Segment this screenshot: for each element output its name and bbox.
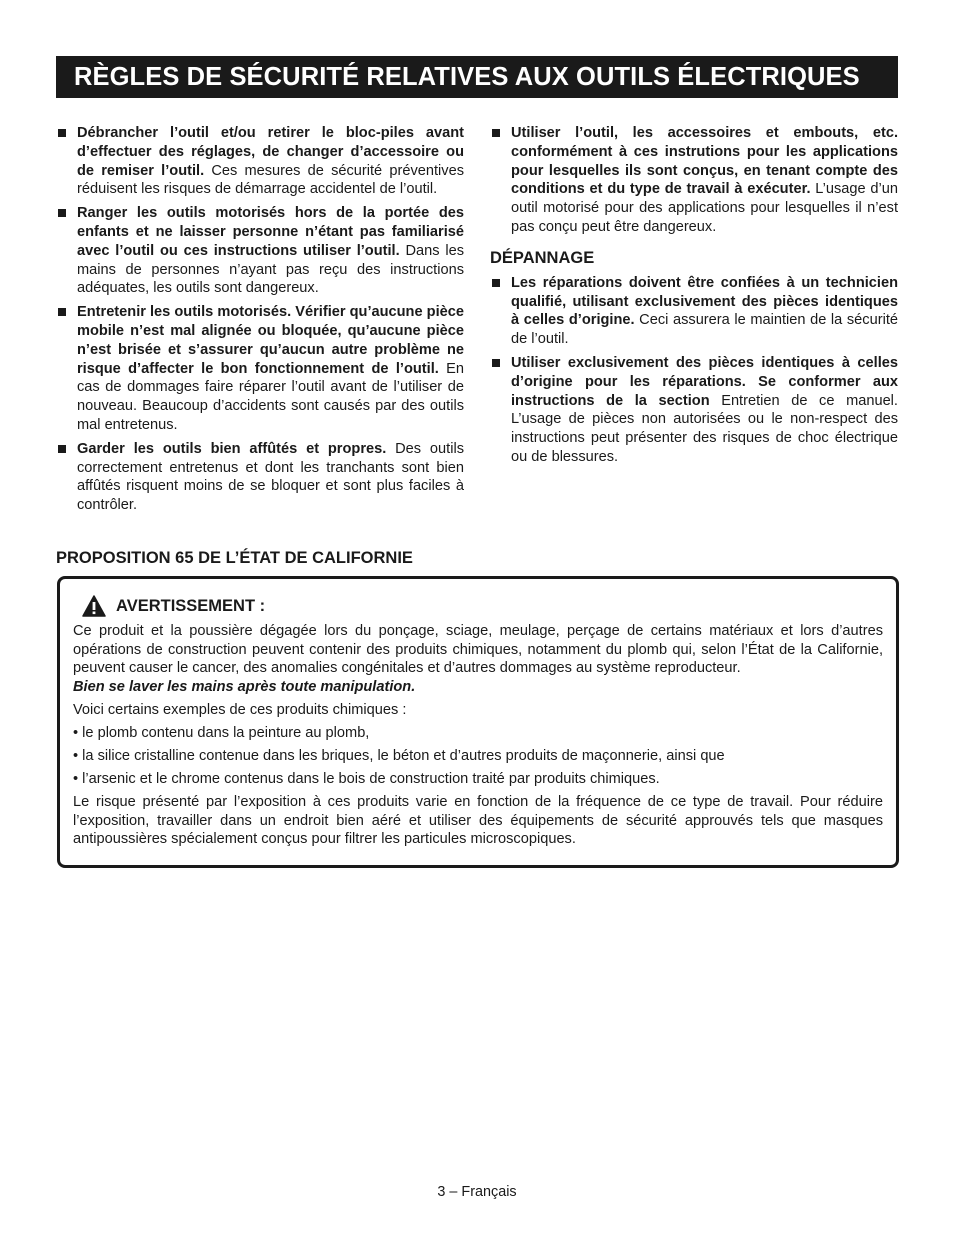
square-bullet-icon <box>58 129 66 137</box>
safety-rule-item <box>56 303 464 435</box>
safety-rule-item <box>56 440 464 515</box>
depannage-item <box>490 354 898 467</box>
rule-bold-text: Entretenir les outils motorisés. Vérifier qu’aucune pièce mobile n’est mal alignée ou bloquée, qu’aucune pièce n’est brisée et s’assurer qu’aucun autre problème ne risque d’affecter le bon fonctionnement de l’outil. <box>77 304 464 377</box>
rule-bold-text: Débrancher l’outil et/ou retirer le bloc-piles avant d’effectuer des réglages, de changer d’accessoire ou de remiser l’outil. <box>77 125 464 179</box>
california-heading: PROPOSITION 65 DE L’ÉTAT DE CALIFORNIE <box>56 549 413 567</box>
warning-text: Ce produit et la poussière dégagée lors du ponçage, sciage, meulage, perçage de certains matériaux et lors d’autres opérations de construction peuvent contenir des produits chimiques, notamment du plomb qui, selon l’État de la Californie, peuvent causer le cancer, des anomalies congénitales et d’autres dommages au système reproducteur. <box>73 623 883 677</box>
warning-title: AVERTISSEMENT : <box>116 596 266 615</box>
square-bullet-icon <box>58 209 66 217</box>
warning-triangle-icon <box>82 595 106 617</box>
rule-text: L’usage d’un outil motorisé pour des applications pour lesquelles il n’est pas conçu peut être dangereux. <box>511 181 898 235</box>
warning-emphasis: Bien se laver les mains après toute manipulation. <box>73 678 416 695</box>
safety-rule-item <box>56 124 464 199</box>
example-item: • l’arsenic et le chrome contenus dans le bois de construction traité par produits chimiques. <box>73 771 660 788</box>
depannage-item <box>490 274 898 349</box>
rule-bold-text: Les réparations doivent être confiées à un technicien qualifié, utilisant exclusivement des pièces identiques à celles d’origine. <box>511 274 898 329</box>
square-bullet-icon <box>58 445 66 453</box>
rule-text: En cas de dommages faire réparer l’outil avant de l’utiliser de nouveau. Beaucoup d’accidents sont causés par des outils mal entretenus. <box>77 360 465 433</box>
rule-bold-text: Utiliser exclusivement des pièces identiques à celles d’origine pour les réparations. Se conformer aux instructions de la section <box>511 354 898 409</box>
square-bullet-icon <box>492 279 500 287</box>
example-item: • la silice cristalline contenue dans les briques, le béton et d’autres produits de maçonnerie, ainsi que <box>73 748 725 765</box>
example-item: • le plomb contenu dans la peinture au plomb, <box>73 724 370 741</box>
left-column <box>56 124 464 520</box>
rule-text: Dans les mains de personnes n’ayant pas reçu des instructions adéquates, les outils sont dangereux. <box>77 242 464 297</box>
rule-bold-text: Ranger les outils motorisés hors de la portée des enfants et ne laisser personne n’étant pas familiarisé avec l’outil ou ces instructions utiliser l’outil. <box>77 205 464 259</box>
square-bullet-icon <box>492 129 500 137</box>
rule-text: Des outils correctement entretenus et dont les tranchants sont bien affûtés risquent moins de se bloquer et sont plus faciles à contrôler. <box>77 440 464 514</box>
square-bullet-icon <box>58 308 66 316</box>
closing-paragraph: Le risque présenté par l’exposition à ces produits varie en fonction de la fréquence de ce type de travail. Pour réduire l’exposition, travailler dans un endroit bien aéré et utiliser des équipements de sécurité approuvés tels que masques antipoussières spécialement conçus pour filtrer les particules microscopiques. <box>73 794 883 848</box>
rule-bold-text: Garder les outils bien affûtés et propres. <box>77 440 387 457</box>
safety-rule-item <box>56 204 464 298</box>
rule-text: Ces mesures de sécurité préventives réduisent les risques de démarrage accidentel de l’outil. <box>77 162 465 198</box>
right-column <box>490 124 898 472</box>
rule-text: Entretien de ce manuel. L’usage de pièces non autorisées ou le non-respect des instructions peut présenter des risques de choc électrique ou de blessures. <box>511 392 898 465</box>
warning-box <box>57 576 899 868</box>
rule-bold-text: Utiliser l’outil, les accessoires et embouts, etc. conformément à ces instrutions pour les applications pour lesquelles ils sont conçus, en tenant compte des conditions et du type de travail à exécuter. <box>511 125 898 198</box>
warning-paragraph <box>73 622 883 696</box>
warning-header <box>73 595 883 617</box>
examples-intro: Voici certains exemples de ces produits chimiques : <box>73 701 407 718</box>
safety-rule-item <box>490 124 898 237</box>
depannage-heading: DÉPANNAGE <box>490 248 595 267</box>
square-bullet-icon <box>492 359 500 367</box>
page-title: RÈGLES DE SÉCURITÉ RELATIVES AUX OUTILS ÉLECTRIQUES <box>56 56 898 98</box>
page-number: 3 – Français <box>437 1184 517 1200</box>
rule-text: Ceci assurera le maintien de la sécurité de l’outil. <box>511 312 898 348</box>
